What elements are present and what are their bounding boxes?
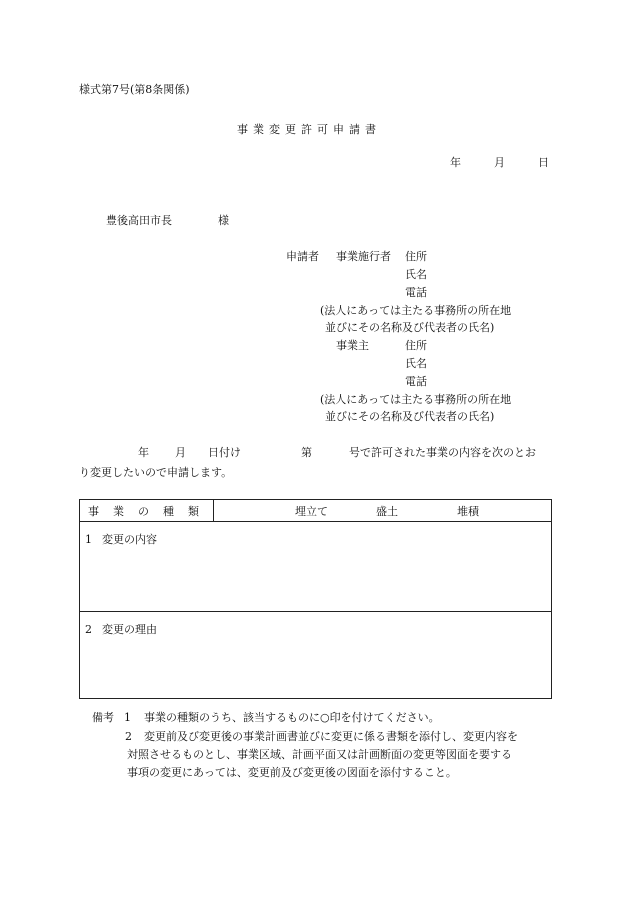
executor-phone-label: 電話 [405, 286, 427, 299]
body-number-prefix: 第 [301, 446, 312, 459]
addressee-office: 豊後高田市長 [106, 214, 172, 227]
body-month-label: 月 [175, 446, 186, 459]
remark2-line2: 対照させるものとし、事業区域、計画平面又は計画断面の変更等図面を要する [127, 748, 512, 761]
owner-phone-label: 電話 [405, 375, 427, 388]
date-year-label: 年 [450, 156, 461, 169]
section-divider [80, 611, 551, 612]
change-reason-label: 変更の理由 [102, 623, 157, 636]
header-row-divider [80, 521, 551, 522]
executor-name-label: 氏名 [405, 268, 427, 281]
kind-option-stockpile[interactable]: 堆積 [457, 505, 479, 518]
owner-note-line1: (法人にあっては主たる事務所の所在地 [320, 393, 512, 406]
business-owner-label: 事業主 [336, 339, 369, 352]
applicant-label: 申請者 [286, 250, 319, 263]
kind-divider [213, 500, 214, 522]
remark1-text: 事業の種類のうち、該当するものに○印を付けてください。 [144, 711, 440, 724]
section1-number: 1 [85, 533, 92, 546]
owner-address-label: 住所 [405, 339, 427, 352]
body-dated-label: 日付け [208, 446, 241, 459]
business-kind-label: 事業の種類 [88, 505, 213, 518]
owner-note-line2: 並びにその名称及び代表者の氏名) [325, 410, 495, 423]
executor-address-label: 住所 [405, 250, 427, 263]
remark2-number: 2 [125, 730, 132, 743]
addressee-honorific: 様 [218, 214, 229, 227]
addressee [106, 215, 229, 226]
executor-label: 事業施行者 [336, 250, 391, 263]
request-sentence-line2: り変更したいので申請します。 [79, 466, 233, 479]
body-year-label: 年 [138, 446, 149, 459]
remark2-line1: 変更前及び変更後の事業計画書並びに変更に係る書類を添付し、変更内容を [144, 730, 518, 743]
body-line1-rest: 号で許可された事業の内容を次のとお [349, 446, 536, 459]
date-month-label: 月 [494, 156, 505, 169]
kind-option-reclamation[interactable]: 埋立て [295, 505, 328, 518]
change-details-table [79, 499, 552, 699]
date-line [450, 157, 549, 168]
section2-number: 2 [85, 623, 92, 636]
remarks-label: 備考 [92, 711, 114, 724]
remark2-line3: 事項の変更にあっては、変更前及び変更後の図面を添付すること。 [127, 766, 457, 779]
form-number: 様式第7号(第8条関係) [79, 83, 190, 96]
document-title: 事業変更許可申請書 [237, 123, 381, 136]
executor-note-line2: 並びにその名称及び代表者の氏名) [325, 321, 495, 334]
change-content-label: 変更の内容 [102, 533, 157, 546]
kind-option-embankment[interactable]: 盛土 [376, 505, 398, 518]
remark1-number: 1 [124, 711, 131, 724]
date-day-label: 日 [538, 156, 549, 169]
executor-note-line1: (法人にあっては主たる事務所の所在地 [320, 304, 512, 317]
owner-name-label: 氏名 [405, 357, 427, 370]
